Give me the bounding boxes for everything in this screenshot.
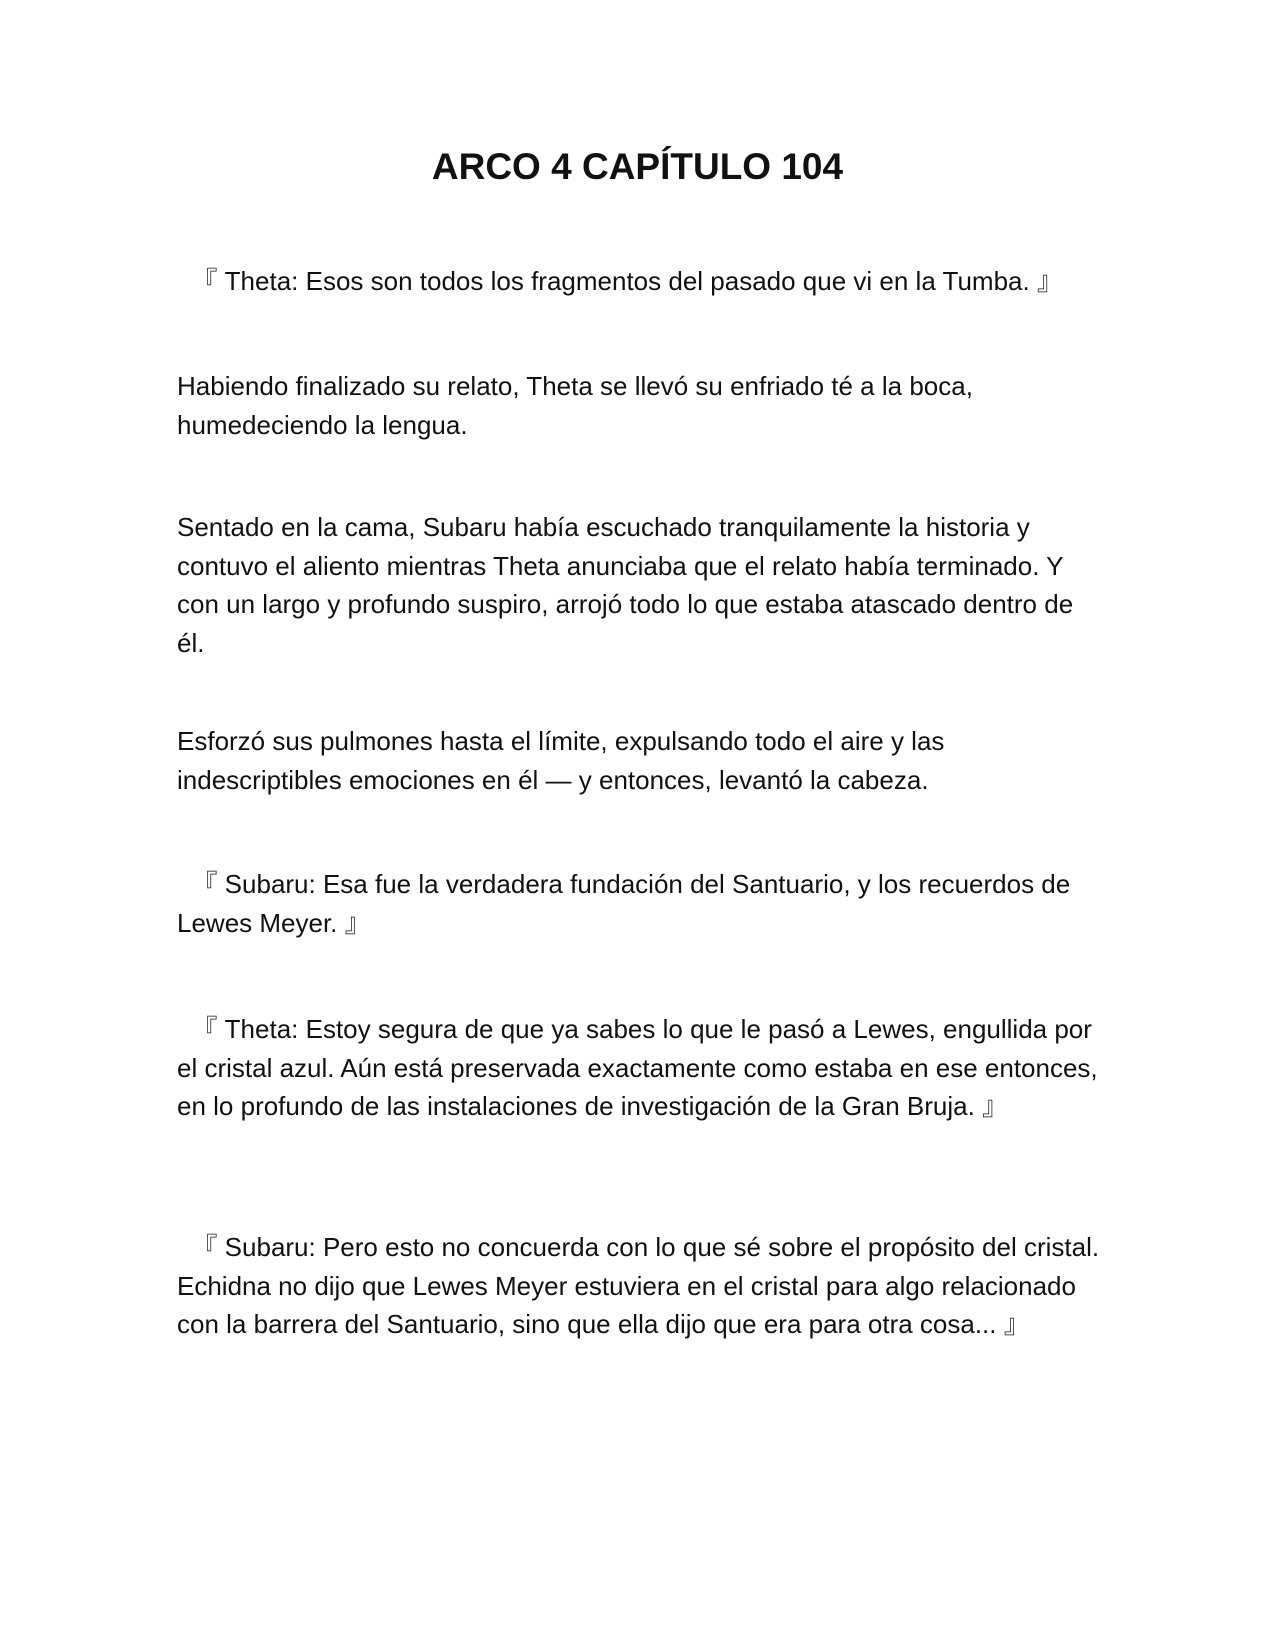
paragraph-subaru-dialog-2: 『 Subaru: Pero esto no concuerda con lo que sé sobre el propósito del cristal. Echidna no dijo que Lewes Meyer estuviera en el cristal para algo relacionado con la barrera del Santuario, sino que ella dijo que era para otra cosa... 』 — [177, 1232, 1107, 1339]
paragraph-narration-2: Sentado en la cama, Subaru había escuchado tranquilamente la historia y contuvo el aliento mientras Theta anunciaba que el relato había terminado. Y con un largo y profundo suspiro, arrojó todo lo que estaba atascado dentro de él. — [177, 512, 1074, 658]
paragraph-theta-dialog-2: 『 Theta: Estoy segura de que ya sabes lo que le pasó a Lewes, engullida por el cristal azul. Aún está preservada exactamente como estaba en ese entonces, en lo profundo de las instalaciones de investigación de la Gran Bruja. 』 — [177, 1014, 1105, 1121]
paragraph-narration-3: Esforzó sus pulmones hasta el límite, expulsando todo el aire y las indescriptibles emociones en él — y entonces, levantó la cabeza. — [177, 726, 945, 795]
paragraph-narration-1: Habiendo finalizado su relato, Theta se llevó su enfriado té a la boca, humedeciendo la lengua. — [177, 371, 973, 440]
page-title: ARCO 4 CAPÍTULO 104 — [431, 146, 844, 187]
paragraph-theta-dialog-1: 『 Theta: Esos son todos los fragmentos del pasado que vi en la Tumba. 』 — [177, 266, 1063, 296]
paragraph-subaru-dialog-1: 『 Subaru: Esa fue la verdadera fundación del Santuario, y los recuerdos de Lewes Meyer. 』 — [177, 869, 1078, 938]
